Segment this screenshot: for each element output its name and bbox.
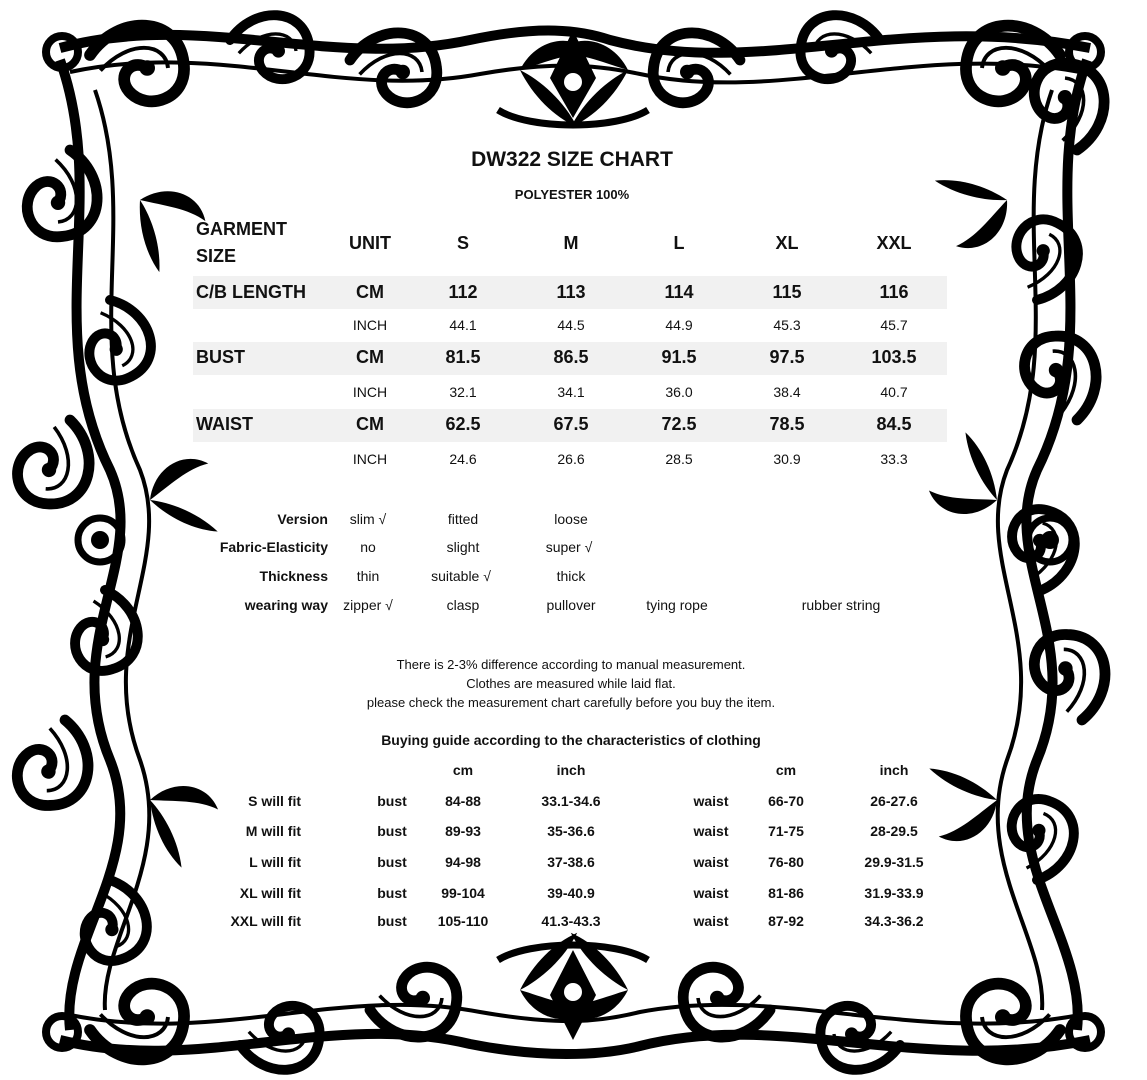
unit-cm: CM — [356, 347, 384, 367]
attr-label-fabric-elasticity: Fabric-Elasticity — [219, 539, 328, 555]
guide-bust-cm: 84-88 — [445, 793, 481, 809]
attr-option: fitted — [447, 511, 479, 527]
attr-label-wearing-way: wearing way — [244, 597, 328, 613]
guide-col-cm: cm — [452, 762, 474, 778]
cell-cm: 62.5 — [445, 414, 481, 434]
guide-bust-label: bust — [377, 913, 407, 929]
unit-inch: INCH — [352, 384, 388, 400]
guide-bust-label: bust — [377, 823, 407, 839]
cell-inch: 38.4 — [773, 384, 801, 400]
attr-option: zipper √ — [343, 597, 393, 613]
frame-left — [13, 60, 231, 1030]
attr-option: tying rope — [646, 597, 708, 613]
guide-bust-inch: 33.1-34.6 — [541, 793, 601, 809]
attr-option: thick — [556, 568, 586, 584]
cell-cm: 113 — [556, 282, 586, 302]
guide-waist-cm: 87-92 — [768, 913, 804, 929]
note-line: Clothes are measured while laid flat. — [466, 676, 676, 691]
chart-title: DW322 SIZE CHART — [471, 148, 673, 171]
guide-bust-inch: 39-40.9 — [547, 885, 595, 901]
guide-col-inch: inch — [556, 762, 586, 778]
cell-cm: 81.5 — [445, 347, 481, 367]
cell-cm: 116 — [879, 282, 909, 302]
header-size-l: L — [673, 233, 685, 253]
attr-option: super √ — [545, 539, 593, 555]
cell-inch: 45.3 — [773, 317, 801, 333]
unit-inch: INCH — [352, 317, 388, 333]
guide-waist-label: waist — [693, 793, 729, 809]
cell-cm: 84.5 — [876, 414, 912, 434]
attr-option: loose — [554, 511, 588, 527]
header-garment: GARMENT — [196, 219, 287, 239]
attr-option: no — [360, 539, 376, 555]
cell-inch: 34.1 — [557, 384, 585, 400]
attr-label-version: Version — [277, 511, 328, 527]
guide-waist-label: waist — [693, 885, 729, 901]
guide-waist-cm: 76-80 — [768, 854, 804, 870]
attr-option: thin — [356, 568, 380, 584]
guide-bust-inch: 41.3-43.3 — [541, 913, 601, 929]
guide-bust-label: bust — [377, 793, 407, 809]
cell-inch: 26.6 — [557, 451, 585, 467]
unit-inch: INCH — [352, 451, 388, 467]
cell-inch: 44.9 — [665, 317, 693, 333]
cell-inch: 33.3 — [880, 451, 908, 467]
cell-cm: 114 — [664, 282, 694, 302]
guide-bust-label: bust — [377, 854, 407, 870]
cell-inch: 45.7 — [880, 317, 908, 333]
guide-size: S will fit — [248, 793, 301, 809]
cell-cm: 112 — [448, 282, 478, 302]
note-line: There is 2-3% difference according to manual measurement. — [396, 657, 746, 672]
cell-cm: 78.5 — [769, 414, 805, 434]
frame-bottom — [60, 933, 1090, 1070]
cell-inch: 36.0 — [665, 384, 693, 400]
cell-cm: 97.5 — [769, 347, 805, 367]
guide-waist-inch: 31.9-33.9 — [864, 885, 924, 901]
chart-subtitle: POLYESTER 100% — [514, 187, 630, 202]
attr-option: rubber string — [801, 597, 881, 613]
guide-size: L will fit — [249, 854, 301, 870]
guide-waist-inch: 34.3-36.2 — [864, 913, 924, 929]
guide-bust-label: bust — [377, 885, 407, 901]
attr-option: suitable √ — [431, 568, 491, 584]
guide-size: XL will fit — [239, 885, 301, 901]
guide-waist-label: waist — [693, 854, 729, 870]
guide-waist-label: waist — [693, 913, 729, 929]
cell-inch: 28.5 — [665, 451, 693, 467]
cell-inch: 24.6 — [449, 451, 477, 467]
unit-cm: CM — [356, 282, 384, 302]
frame-right — [916, 60, 1109, 1030]
guide-waist-cm: 66-70 — [768, 793, 804, 809]
cell-cm: 91.5 — [661, 347, 697, 367]
cell-cm: 72.5 — [661, 414, 697, 434]
cell-cm: 103.5 — [871, 347, 917, 367]
guide-bust-cm: 105-110 — [437, 913, 489, 929]
attr-option: pullover — [546, 597, 596, 613]
frame-top — [60, 15, 1090, 127]
note-line: please check the measurement chart carefully before you buy the item. — [366, 695, 776, 710]
unit-cm: CM — [356, 414, 384, 434]
guide-title: Buying guide according to the characteristics of clothing — [381, 732, 761, 748]
cell-inch: 44.5 — [557, 317, 585, 333]
guide-waist-cm: 81-86 — [768, 885, 804, 901]
cell-inch: 32.1 — [449, 384, 477, 400]
guide-col-cm: cm — [775, 762, 797, 778]
guide-waist-inch: 29.9-31.5 — [864, 854, 924, 870]
guide-size: XXL will fit — [230, 913, 301, 929]
cell-inch: 44.1 — [449, 317, 477, 333]
guide-waist-inch: 28-29.5 — [870, 823, 918, 839]
guide-waist-label: waist — [693, 823, 729, 839]
guide-waist-inch: 26-27.6 — [870, 793, 918, 809]
cell-inch: 30.9 — [773, 451, 801, 467]
guide-bust-inch: 35-36.6 — [547, 823, 595, 839]
row-label-waist: WAIST — [196, 414, 253, 434]
cell-cm: 115 — [772, 282, 802, 302]
guide-bust-cm: 94-98 — [445, 854, 481, 870]
cell-cm: 86.5 — [553, 347, 589, 367]
attr-option: slight — [446, 539, 480, 555]
attr-option: clasp — [446, 597, 480, 613]
guide-waist-cm: 71-75 — [768, 823, 804, 839]
guide-bust-cm: 89-93 — [445, 823, 481, 839]
attr-option: slim √ — [349, 511, 387, 527]
attr-label-thickness: Thickness — [259, 568, 328, 584]
header-size: SIZE — [196, 246, 237, 266]
header-size-m: M — [563, 233, 579, 253]
row-label-cb-length: C/B LENGTH — [196, 282, 306, 302]
guide-bust-cm: 99-104 — [441, 885, 485, 901]
header-unit: UNIT — [349, 233, 391, 253]
guide-size: M will fit — [245, 823, 301, 839]
header-size-xl: XL — [775, 233, 799, 253]
guide-col-inch: inch — [879, 762, 909, 778]
header-size-xxl: XXL — [876, 233, 912, 253]
header-size-s: S — [456, 233, 470, 253]
row-label-bust: BUST — [196, 347, 245, 367]
guide-bust-inch: 37-38.6 — [547, 854, 595, 870]
cell-cm: 67.5 — [553, 414, 589, 434]
cell-inch: 40.7 — [880, 384, 908, 400]
